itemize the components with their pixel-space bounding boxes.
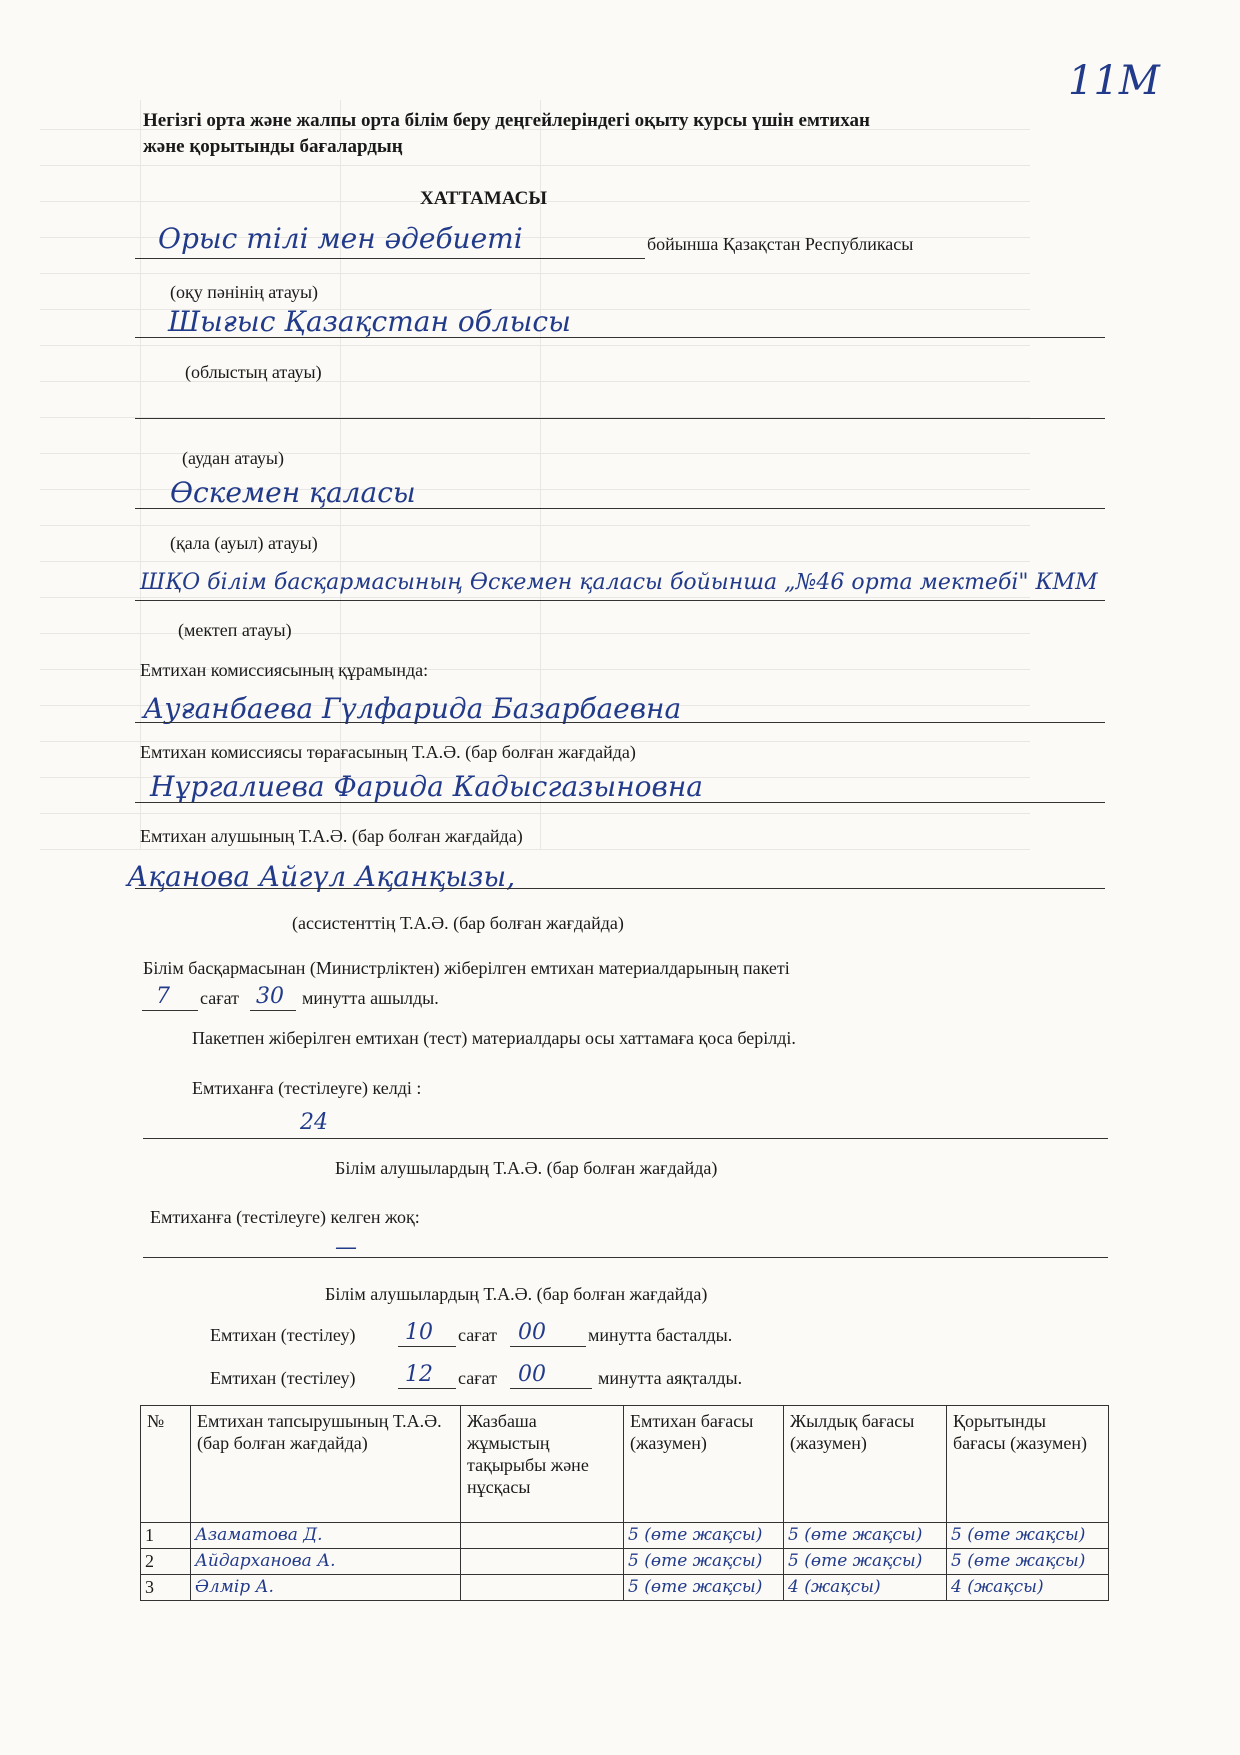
title-line-1: Негізгі орта және жалпы орта білім беру деңгейлеріндегі оқыту курсы үшін емтихан — [143, 110, 870, 131]
region-caption: (облыстың атауы) — [185, 362, 322, 382]
absent-rule — [143, 1257, 1108, 1258]
came-label: Емтиханға (тестілеуге) келді : — [192, 1078, 422, 1098]
subject-caption: (оқу пәнінің атауы) — [170, 282, 319, 302]
came-caption: Білім алушылардың Т.А.Ә. (бар болған жағдайда) — [335, 1158, 718, 1178]
came-value: 24 — [300, 1110, 328, 1135]
commission-intro: Емтихан комиссиясының құрамында: — [140, 660, 429, 680]
region-rule — [135, 337, 1105, 338]
end-hour: 12 — [405, 1362, 433, 1387]
cell-name: Азаматова Д. — [191, 1523, 461, 1549]
title-line-2: және қорытынды бағалардың — [143, 136, 403, 157]
district-caption: (аудан атауы) — [182, 448, 284, 468]
table-row — [141, 1523, 1109, 1549]
cell-name: Айдарханова А. — [191, 1549, 461, 1575]
document-heading: ХАТТАМАСЫ — [420, 188, 547, 209]
commission-chair-value: Ауғанбаева Гүлфарида Базарбаевна — [143, 692, 682, 725]
subject-rule — [135, 258, 645, 259]
absent-label: Емтиханға (тестілеуге) келген жоқ: — [150, 1207, 420, 1227]
cell-annual-grade: 5 (өте жақсы) — [784, 1523, 947, 1549]
start-hour: 10 — [405, 1320, 433, 1345]
assistant-rule — [135, 888, 1105, 889]
package-minute-label: минутта ашылды. — [302, 988, 439, 1008]
cell-final-grade: 5 (өте жақсы) — [947, 1549, 1109, 1575]
cell-exam-grade: 5 (өте жақсы) — [624, 1575, 784, 1601]
examiner-rule — [135, 802, 1105, 803]
city-caption: (қала (ауыл) атауы) — [170, 533, 318, 553]
district-rule — [135, 418, 1105, 419]
package-hour: 7 — [156, 984, 170, 1009]
package-minute: 30 — [256, 984, 284, 1009]
cell-number: 3 — [141, 1575, 191, 1601]
city-rule — [135, 508, 1105, 509]
reverse-side-bleed-through — [40, 100, 1030, 850]
table-row — [141, 1549, 1109, 1575]
col-header-name: Емтихан тапсырушының Т.А.Ә. (бар болған жағдайда) — [191, 1406, 461, 1523]
col-header-annual-grade: Жылдық бағасы (жазумен) — [784, 1406, 947, 1523]
examiner-caption: Емтихан алушының Т.А.Ә. (бар болған жағдайда) — [140, 826, 523, 846]
package-hour-label: сағат — [200, 988, 239, 1008]
assistant-value: Ақанова Айгүл Ақанқызы, — [127, 860, 516, 893]
examiner-value: Нұргалиева Фарида Кадысгазыновна — [150, 770, 703, 803]
package-attached: Пакетпен жіберілген емтихан (тест) материалдары осы хаттамаға қоса берілді. — [192, 1028, 796, 1048]
cell-annual-grade: 5 (өте жақсы) — [784, 1549, 947, 1575]
cell-final-grade: 4 (жақсы) — [947, 1575, 1109, 1601]
end-hour-label: сағат — [458, 1368, 497, 1388]
cell-annual-grade: 4 (жақсы) — [784, 1575, 947, 1601]
commission-chair-caption: Емтихан комиссиясы төрағасының Т.А.Ә. (бар болған жағдайда) — [140, 742, 636, 762]
school-rule — [135, 600, 1105, 601]
end-hour-rule — [398, 1388, 456, 1389]
school-caption: (мектеп атауы) — [178, 620, 292, 640]
start-minute-rule — [510, 1346, 586, 1347]
school-value: ШҚО білім басқармасының Өскемен қаласы бойынша „№46 орта мектебі" КММ — [140, 570, 1098, 595]
cell-number: 2 — [141, 1549, 191, 1575]
cell-exam-grade: 5 (өте жақсы) — [624, 1523, 784, 1549]
table-header-row — [141, 1406, 1109, 1523]
end-minute-rule — [510, 1388, 592, 1389]
start-hour-rule — [398, 1346, 456, 1347]
col-header-final-grade: Қорытынды бағасы (жазумен) — [947, 1406, 1109, 1523]
col-header-number: № — [141, 1406, 191, 1523]
start-hour-label: сағат — [458, 1325, 497, 1345]
absent-caption: Білім алушылардың Т.А.Ә. (бар болған жағдайда) — [325, 1284, 708, 1304]
package-hour-rule — [142, 1010, 198, 1011]
came-rule — [143, 1138, 1108, 1139]
package-minute-rule — [250, 1010, 296, 1011]
subject-value: Орыс тілі мен әдебиеті — [158, 222, 523, 255]
end-minute: 00 — [518, 1362, 546, 1387]
region-value: Шығыс Қазақстан облысы — [168, 305, 571, 338]
assistant-caption: (ассистенттің Т.А.Ә. (бар болған жағдайда) — [292, 913, 624, 933]
cell-topic — [461, 1575, 624, 1601]
absent-value: — — [335, 1235, 357, 1260]
start-prefix: Емтихан (тестілеу) — [210, 1325, 356, 1345]
results-table — [140, 1405, 1109, 1601]
end-prefix: Емтихан (тестілеу) — [210, 1368, 356, 1388]
package-line: Білім басқармасынан (Министрліктен) жіберілген емтихан материалдарының пакеті — [143, 958, 790, 978]
subject-suffix: бойынша Қазақстан Республикасы — [647, 234, 914, 254]
start-suffix: минутта басталды. — [588, 1325, 733, 1345]
cell-topic — [461, 1523, 624, 1549]
cell-name: Әлмір А. — [191, 1575, 461, 1601]
start-minute: 00 — [518, 1320, 546, 1345]
cell-exam-grade: 5 (өте жақсы) — [624, 1549, 784, 1575]
table-row — [141, 1575, 1109, 1601]
city-value: Өскемен қаласы — [170, 476, 416, 509]
page-number: 11М — [1068, 58, 1160, 104]
cell-number: 1 — [141, 1523, 191, 1549]
col-header-exam-grade: Емтихан бағасы (жазумен) — [624, 1406, 784, 1523]
cell-final-grade: 5 (өте жақсы) — [947, 1523, 1109, 1549]
end-suffix: минутта аяқталды. — [598, 1368, 743, 1388]
cell-topic — [461, 1549, 624, 1575]
commission-chair-rule — [135, 722, 1105, 723]
col-header-topic: Жазбаша жұмыстың тақырыбы және нұсқасы — [461, 1406, 624, 1523]
